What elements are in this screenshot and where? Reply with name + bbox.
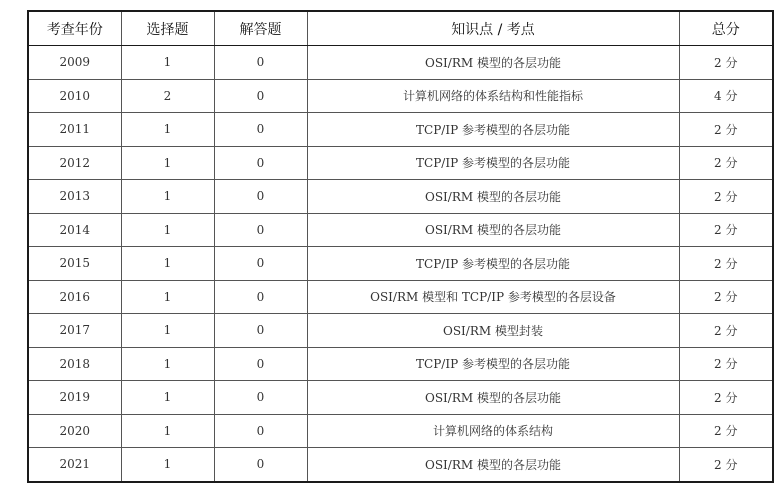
header-answer-questions: 解答题 <box>214 11 307 46</box>
header-total-score: 总分 <box>679 11 773 46</box>
year-cell: 2016 <box>28 280 121 314</box>
answer-count-cell: 0 <box>214 146 307 180</box>
table-row <box>28 414 773 448</box>
answer-count-cell: 0 <box>214 79 307 113</box>
table-row <box>28 347 773 381</box>
knowledge-point-cell: OSI/RM 模型封装 <box>307 314 679 348</box>
total-score-cell: 2 分 <box>679 280 773 314</box>
total-score-cell: 2 分 <box>679 46 773 80</box>
table-row <box>28 280 773 314</box>
knowledge-point-cell: TCP/IP 参考模型的各层功能 <box>307 113 679 147</box>
total-score-cell: 2 分 <box>679 180 773 214</box>
table-row <box>28 247 773 281</box>
total-score-cell: 2 分 <box>679 113 773 147</box>
answer-count-cell: 0 <box>214 113 307 147</box>
knowledge-point-cell: OSI/RM 模型的各层功能 <box>307 381 679 415</box>
year-cell: 2018 <box>28 347 121 381</box>
choice-count-cell: 1 <box>121 247 214 281</box>
choice-count-cell: 1 <box>121 314 214 348</box>
year-cell: 2014 <box>28 213 121 247</box>
answer-count-cell: 0 <box>214 347 307 381</box>
knowledge-point-cell: OSI/RM 模型的各层功能 <box>307 180 679 214</box>
knowledge-point-cell: OSI/RM 模型的各层功能 <box>307 213 679 247</box>
choice-count-cell: 1 <box>121 347 214 381</box>
knowledge-point-cell: OSI/RM 模型的各层功能 <box>307 46 679 80</box>
answer-count-cell: 0 <box>214 280 307 314</box>
year-cell: 2020 <box>28 414 121 448</box>
knowledge-point-cell: TCP/IP 参考模型的各层功能 <box>307 247 679 281</box>
choice-count-cell: 1 <box>121 213 214 247</box>
choice-count-cell: 2 <box>121 79 214 113</box>
year-cell: 2010 <box>28 79 121 113</box>
year-cell: 2021 <box>28 448 121 482</box>
year-cell: 2019 <box>28 381 121 415</box>
table-row <box>28 46 773 80</box>
knowledge-point-cell: TCP/IP 参考模型的各层功能 <box>307 146 679 180</box>
year-cell: 2013 <box>28 180 121 214</box>
table-row <box>28 79 773 113</box>
total-score-cell: 2 分 <box>679 347 773 381</box>
answer-count-cell: 0 <box>214 247 307 281</box>
exam-stats-table <box>27 10 774 483</box>
exam-stats-table-wrapper <box>27 10 772 483</box>
year-cell: 2017 <box>28 314 121 348</box>
knowledge-point-cell: 计算机网络的体系结构 <box>307 414 679 448</box>
knowledge-point-cell: 计算机网络的体系结构和性能指标 <box>307 79 679 113</box>
table-row <box>28 113 773 147</box>
table-row <box>28 146 773 180</box>
table-body <box>28 46 773 482</box>
knowledge-point-cell: TCP/IP 参考模型的各层功能 <box>307 347 679 381</box>
table-row <box>28 448 773 482</box>
knowledge-point-cell: OSI/RM 模型的各层功能 <box>307 448 679 482</box>
choice-count-cell: 1 <box>121 46 214 80</box>
header-choice-questions: 选择题 <box>121 11 214 46</box>
year-cell: 2012 <box>28 146 121 180</box>
choice-count-cell: 1 <box>121 448 214 482</box>
choice-count-cell: 1 <box>121 414 214 448</box>
choice-count-cell: 1 <box>121 381 214 415</box>
total-score-cell: 4 分 <box>679 79 773 113</box>
choice-count-cell: 1 <box>121 113 214 147</box>
year-cell: 2011 <box>28 113 121 147</box>
header-year: 考查年份 <box>28 11 121 46</box>
knowledge-point-cell: OSI/RM 模型和 TCP/IP 参考模型的各层设备 <box>307 280 679 314</box>
answer-count-cell: 0 <box>214 381 307 415</box>
total-score-cell: 2 分 <box>679 381 773 415</box>
answer-count-cell: 0 <box>214 46 307 80</box>
choice-count-cell: 1 <box>121 180 214 214</box>
choice-count-cell: 1 <box>121 146 214 180</box>
total-score-cell: 2 分 <box>679 247 773 281</box>
answer-count-cell: 0 <box>214 180 307 214</box>
answer-count-cell: 0 <box>214 213 307 247</box>
header-knowledge-points: 知识点 / 考点 <box>307 11 679 46</box>
table-row <box>28 213 773 247</box>
table-row <box>28 381 773 415</box>
year-cell: 2009 <box>28 46 121 80</box>
total-score-cell: 2 分 <box>679 146 773 180</box>
total-score-cell: 2 分 <box>679 448 773 482</box>
answer-count-cell: 0 <box>214 414 307 448</box>
table-header <box>28 11 773 46</box>
answer-count-cell: 0 <box>214 448 307 482</box>
total-score-cell: 2 分 <box>679 314 773 348</box>
total-score-cell: 2 分 <box>679 213 773 247</box>
table-row <box>28 314 773 348</box>
header-row <box>28 11 773 46</box>
choice-count-cell: 1 <box>121 280 214 314</box>
table-row <box>28 180 773 214</box>
total-score-cell: 2 分 <box>679 414 773 448</box>
answer-count-cell: 0 <box>214 314 307 348</box>
year-cell: 2015 <box>28 247 121 281</box>
